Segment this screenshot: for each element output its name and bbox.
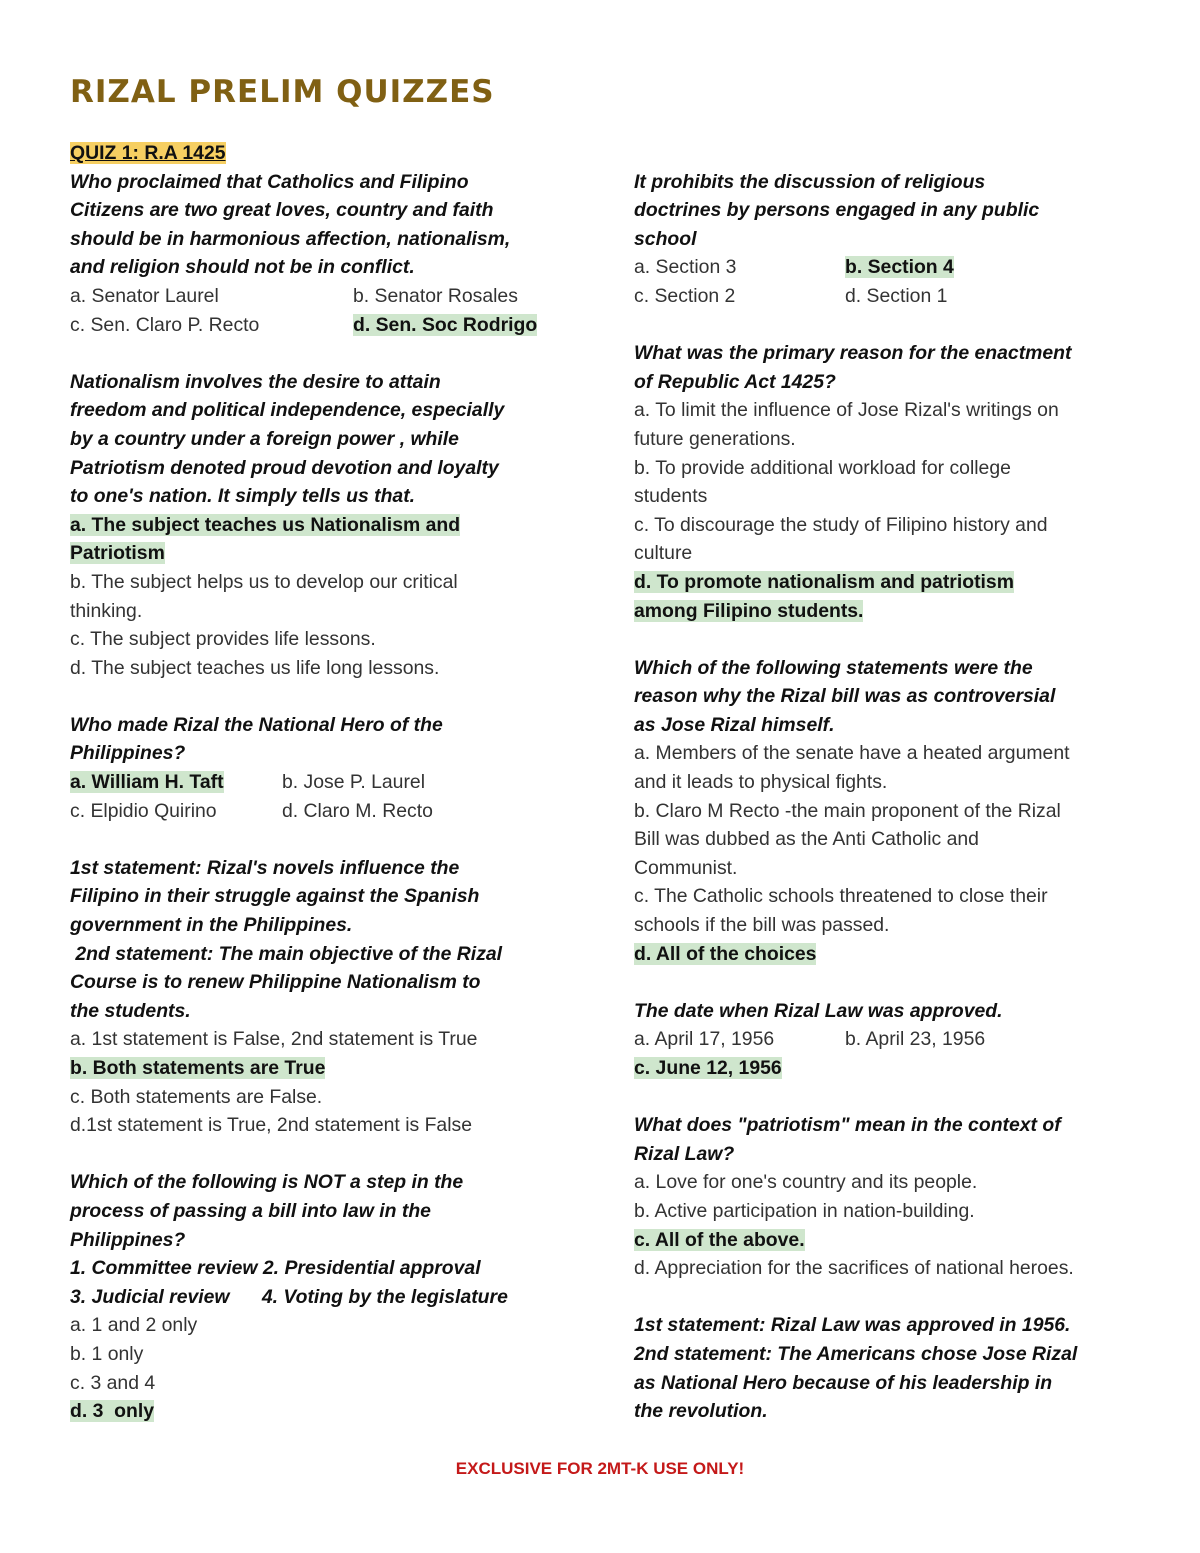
question-line: What was the primary reason for the enactment [634,342,1072,365]
option: b. Senator Rosales [353,284,518,307]
question-line: government in the Philippines. [70,914,353,937]
option: thinking. [70,599,143,622]
question-line: 1st statement: Rizal's novels influence the [70,856,460,879]
question-line: Rizal Law? [634,1142,735,1165]
option: a. April 17, 1956 [634,1028,775,1051]
question-line: as National Hero because of his leadership in [634,1371,1053,1394]
question-block [634,654,1149,969]
question-block [634,339,1149,625]
question-line: 2nd statement: The Americans chose Jose Rizal [634,1342,1078,1365]
option: d. Claro M. Recto [282,799,433,822]
question-line: of Republic Act 1425? [634,370,836,393]
question-line: The date when Rizal Law was approved. [634,999,1003,1022]
option-row [634,1025,1149,1054]
option-row [70,311,570,340]
question-line: freedom and political independence, especially [70,399,505,422]
question-line: and religion should not be in conflict. [70,256,415,279]
correct-answer: a. William H. Taft [70,771,224,794]
option: c. The Catholic schools threatened to close their [634,885,1048,908]
question-line: 3. Judicial review 4. Voting by the legislature [70,1285,508,1308]
option: c. The subject provides life lessons. [70,628,376,651]
option: c. Sen. Claro P. Recto [70,313,260,336]
option: a. Love for one's country and its people. [634,1171,978,1194]
option: b. Active participation in nation-building. [634,1199,975,1222]
option: b. Jose P. Laurel [282,771,426,794]
option: b. The subject helps us to develop our critical [70,570,458,593]
question-block [70,854,570,1140]
option: b. Claro M Recto -the main proponent of the Rizal [634,799,1061,822]
left-column [70,139,570,1454]
question-block [70,711,570,825]
question-line: Which of the following statements were the [634,656,1033,679]
option: b. April 23, 1956 [845,1028,986,1051]
question-line: Course is to renew Philippine Nationalism to [70,971,481,994]
question-line: 1. Committee review 2. Presidential approval [70,1257,481,1280]
question-line: school [634,227,697,250]
option: culture [634,542,693,565]
question-block [70,168,570,340]
question-line: reason why the Rizal bill was as controversial [634,685,1056,708]
question-line: 1st statement: Rizal Law was approved in 1956. [634,1314,1071,1337]
footer-notice: EXCLUSIVE FOR 2MT-K USE ONLY! [455,1459,745,1478]
question-line: Philippines? [70,742,186,765]
question-line: the students. [70,999,191,1022]
quiz-heading [70,139,570,168]
option: c. 3 and 4 [70,1371,156,1394]
question-line: What does "patriotism" mean in the context of [634,1114,1061,1137]
question-line: by a country under a foreign power , while [70,427,459,450]
option: c. Elpidio Quirino [70,799,217,822]
correct-answer: c. All of the above. [634,1228,805,1251]
question-line: Filipino in their struggle against the Spanish [70,885,480,908]
question-line: 2nd statement: The main objective of the Rizal [70,942,503,965]
option: a. Members of the senate have a heated argument [634,742,1070,765]
question-block [70,368,570,683]
option-row [70,768,570,797]
option: future generations. [634,427,796,450]
option: d.1st statement is True, 2nd statement is False [70,1114,473,1137]
right-column [634,168,1149,1455]
question-block [634,1311,1149,1425]
option: c. Both statements are False. [70,1085,323,1108]
option: Communist. [634,856,738,879]
option: a. 1 and 2 only [70,1314,198,1337]
correct-answer: a. The subject teaches us Nationalism and [70,513,461,536]
option: c. To discourage the study of Filipino history and [634,513,1048,536]
question-line: Patriotism denoted proud devotion and loyalty [70,456,499,479]
question-line: doctrines by persons engaged in any public [634,199,1040,222]
correct-answer: c. June 12, 1956 [634,1057,782,1079]
option-row [634,253,1149,282]
option: and it leads to physical fights. [634,771,888,794]
correct-answer: d. All of the choices [634,942,817,965]
correct-answer: b. Both statements are True [70,1057,326,1079]
correct-answer: among Filipino students. [634,599,864,622]
question-block [634,997,1149,1083]
option-row [634,282,1149,311]
question-block [634,168,1149,311]
question-line: the revolution. [634,1400,768,1423]
option: a. Section 3 [634,256,737,279]
question-line: Which of the following is NOT a step in the [70,1171,464,1194]
question-block [634,1111,1149,1283]
question-line: Nationalism involves the desire to attain [70,370,441,393]
question-block [70,1168,570,1425]
option: d. The subject teaches us life long lessons. [70,656,440,679]
option: schools if the bill was passed. [634,914,890,937]
document-title: RIZAL PRELIM QUIZZES [70,74,495,110]
question-line: Who proclaimed that Catholics and Filipino [70,170,469,193]
option: b. To provide additional workload for college [634,456,1011,479]
question-line: as Jose Rizal himself. [634,713,835,736]
option: Bill was dubbed as the Anti Catholic and [634,828,979,851]
option: b. 1 only [70,1342,144,1365]
quiz-label: QUIZ 1: R.A 1425 [70,142,226,164]
question-line: Who made Rizal the National Hero of the [70,713,443,736]
option: a. To limit the influence of Jose Rizal's writings on [634,399,1059,422]
correct-answer: Patriotism [70,542,165,565]
option: a. Senator Laurel [70,284,219,307]
option: students [634,485,708,508]
correct-answer: d. To promote nationalism and patriotism [634,570,1014,593]
correct-answer: d. 3 only [70,1400,155,1423]
question-line: Philippines? [70,1228,186,1251]
option: a. 1st statement is False, 2nd statement is True [70,1028,478,1051]
option: d. Section 1 [845,284,948,307]
correct-answer: b. Section 4 [845,256,954,279]
question-line: to one's nation. It simply tells us that. [70,485,416,508]
option-row [70,282,570,311]
option: c. Section 2 [634,284,736,307]
correct-answer: d. Sen. Soc Rodrigo [353,313,538,336]
option-row [70,797,570,826]
question-line: It prohibits the discussion of religious [634,170,986,193]
question-line: process of passing a bill into law in the [70,1199,431,1222]
question-line: Citizens are two great loves, country and faith [70,199,494,222]
question-line: should be in harmonious affection, nationalism, [70,227,511,250]
option: d. Appreciation for the sacrifices of national heroes. [634,1257,1074,1280]
